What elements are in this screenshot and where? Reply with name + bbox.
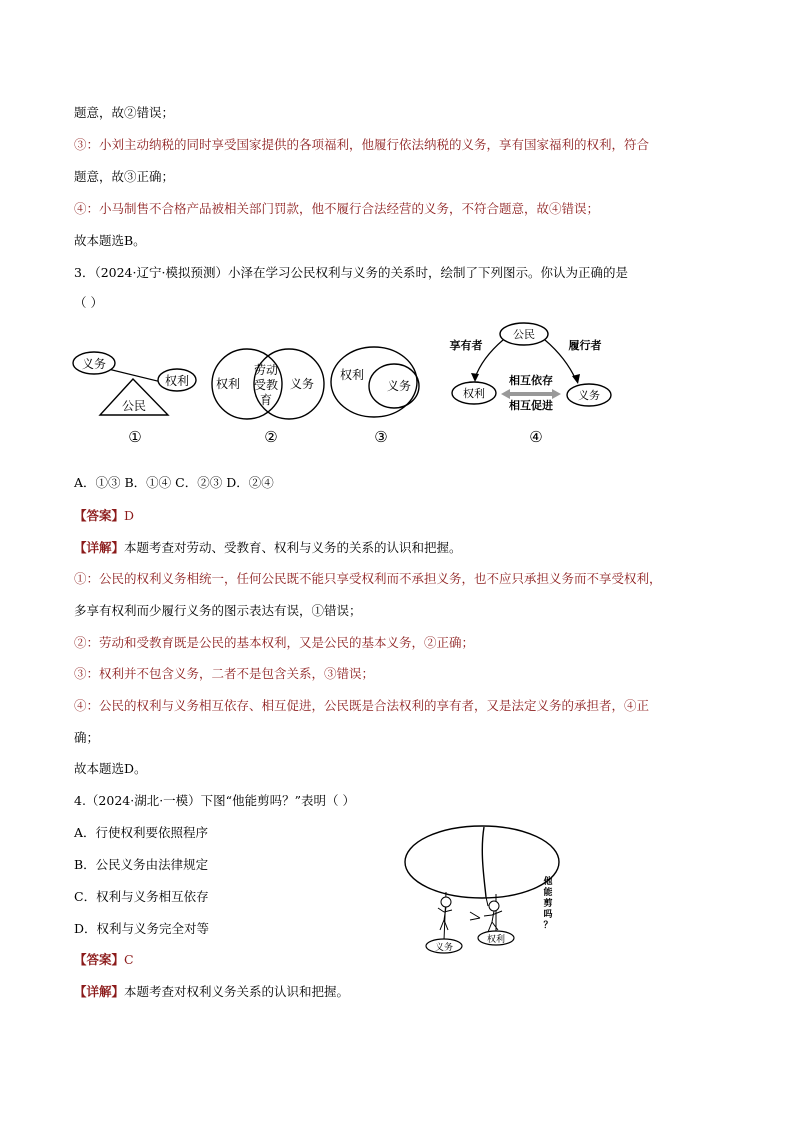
svg-text:能: 能: [543, 888, 553, 898]
text-line: ③：小刘主动纳税的同时享受国家提供的各项福利，他履行依法纳税的义务，享有国家福利的权利，符合: [74, 137, 650, 152]
detail-text: 本题考查对权利义务关系的认识和把握。: [124, 984, 350, 999]
right-label: 权利: [215, 377, 241, 391]
answer-row: [74, 507, 134, 525]
center-label: 受教: [253, 378, 279, 392]
center-label: 育: [259, 393, 273, 407]
diagram-3: [331, 347, 419, 446]
answer-row: [74, 951, 134, 969]
diagram-4: [450, 323, 612, 446]
answer-tag: 【答案】: [74, 952, 125, 967]
right-label: 权利: [463, 387, 485, 400]
question-4-text: 4.（2024·湖北·一模）下图“他能剪吗？”表明（ ）: [74, 793, 355, 808]
duty-label: 义务: [81, 357, 107, 371]
option-c: C．权利与义务相互依存: [74, 889, 209, 904]
diagram-number: ①: [128, 428, 142, 446]
text-line: ④：小马制售不合格产品被相关部门罚款，他不履行合法经营的义务，不符合题意，故④错误；: [74, 201, 600, 216]
answer-tag: 【答案】: [74, 508, 125, 523]
svg-text:？: ？: [543, 921, 553, 931]
enjoyer-label: 享有者: [449, 339, 483, 352]
cartoon-figure: [400, 822, 570, 957]
right-label: 权利: [339, 368, 365, 382]
dependence-label: 相互依存: [509, 374, 553, 387]
duty-label: 义务: [578, 389, 600, 402]
figure-right: [470, 901, 502, 932]
duty-tag: 义务: [434, 943, 454, 953]
question-3-text: 3．（2024·辽宁·模拟预测）小泽在学习公民权利与义务的关系时，绘制了下列图示。你认为正确的是: [74, 265, 628, 280]
detail-tag: 【详解】: [74, 984, 125, 999]
diagrams-figure: [0, 318, 794, 450]
diagram-1: [73, 352, 196, 446]
duty-label: 义务: [289, 377, 315, 391]
svg-text:他: 他: [543, 877, 553, 887]
text-line: 多享有权利而少履行义务的图示表达有误，①错误；: [74, 603, 362, 618]
center-label: 劳动: [253, 363, 279, 377]
detail-text: 本题考查对劳动、受教育、权利与义务的关系的认识和把握。: [124, 540, 462, 555]
text-line: 题意，故②错误；: [74, 105, 175, 120]
diagram-number: ③: [374, 428, 388, 446]
option-d: D．权利与义务完全对等: [74, 921, 210, 936]
text-line: ③：权利并不包含义务，二者不是包含关系，③错误；: [74, 666, 375, 681]
detail-row: [74, 983, 349, 1001]
right-tag: 权利: [486, 935, 506, 945]
diagram-number: ④: [529, 428, 543, 446]
answer-value: C: [124, 952, 134, 967]
svg-text:吗: 吗: [543, 910, 553, 920]
promotion-label: 相互促进: [509, 399, 553, 412]
diagram-number: ②: [264, 428, 278, 446]
right-label: 权利: [164, 374, 190, 388]
text-line: ②：劳动和受教育既是公民的基本权利，又是公民的基本义务，②正确；: [74, 635, 475, 650]
caption: [543, 875, 552, 931]
answer-value: D: [124, 508, 135, 523]
option-a: A．行使权利要依照程序: [74, 825, 209, 840]
performer-label: 履行者: [568, 339, 602, 352]
option-b: B．公民义务由法律规定: [74, 857, 209, 872]
detail-tag: 【详解】: [74, 540, 125, 555]
svg-text:剪: 剪: [543, 899, 553, 909]
text-line: 确；: [74, 730, 100, 745]
citizen-label: 公民: [513, 328, 535, 341]
text-line: ④：公民的权利与义务相互依存、相互促进，公民既是合法权利的享有者，又是法定义务的承担者，④正: [74, 698, 650, 713]
text-line: 故本题选B。: [74, 233, 146, 248]
text-line: 故本题选D。: [74, 761, 147, 776]
text-line: 题意，故③正确；: [74, 169, 175, 184]
citizen-label: 公民: [121, 399, 147, 413]
question-3-options: A．①③ B．①④ C．②③ D．②④: [74, 475, 274, 490]
text-line: ①：公民的权利义务相统一，任何公民既不能只享受权利而不承担义务，也不应只承担义务而不享受权利，: [74, 571, 662, 586]
question-3-bracket: （ ）: [74, 295, 103, 310]
diagram-2: [212, 349, 324, 446]
duty-label: 义务: [386, 379, 412, 393]
detail-row: [74, 539, 462, 557]
